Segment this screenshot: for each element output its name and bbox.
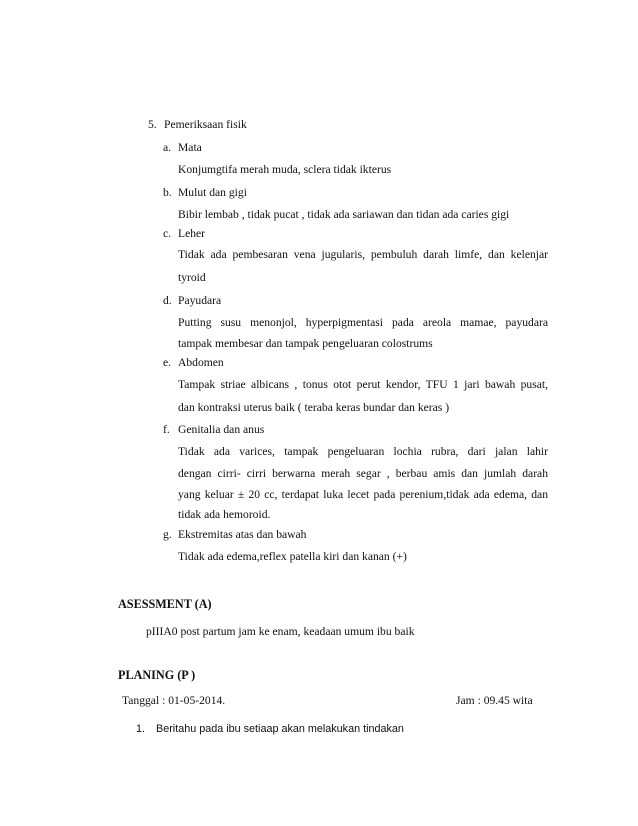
planning-date: Tanggal : 01-05-2014. [122, 694, 226, 707]
item-text-genitalia-4: tidak ada hemoroid. [178, 508, 271, 521]
item-title-abdomen: Abdomen [178, 356, 224, 369]
item-letter-b: b. [163, 186, 172, 199]
item-text-leher-2: tyroid [178, 271, 206, 284]
item-text-abdomen-2: dan kontraksi uterus baik ( teraba keras bundar dan keras ) [178, 401, 450, 414]
section-number: 5. [148, 118, 157, 131]
item-text-genitalia-3: yang keluar ± 20 cc, terdapat luka lecet pada perenium,tidak ada edema, dan [178, 488, 548, 501]
item-text-abdomen-1: Tampak striae albicans , tonus otot perut kendor, TFU 1 jari bawah pusat, [178, 378, 548, 391]
assessment-heading: ASESSMENT (A) [118, 597, 212, 611]
item-letter-d: d. [163, 294, 172, 307]
item-title-ekstremitas: Ekstremitas atas dan bawah [178, 528, 307, 541]
item-text-mulut: Bibir lembab , tidak pucat , tidak ada sariawan dan tidan ada caries gigi [178, 208, 510, 221]
item-text-leher-1: Tidak ada pembesaran vena jugularis, pembuluh darah limfe, dan kelenjar [178, 248, 548, 261]
item-title-leher: Leher [178, 227, 206, 240]
item-letter-c: c. [163, 227, 172, 240]
item-title-payudara: Payudara [178, 294, 222, 307]
item-letter-f: f. [163, 423, 170, 436]
planning-time: Jam : 09.45 wita [456, 694, 533, 707]
item-text-ekstremitas: Tidak ada edema,reflex patella kiri dan kanan (+) [178, 550, 407, 563]
item-text-genitalia-2: dengan cirri- cirri berwarna merah segar , berbau amis dan jumlah darah [178, 467, 548, 480]
planning-heading: PLANING (P ) [118, 668, 196, 682]
item-text-genitalia-1: Tidak ada varices, tampak pengeluaran lochia rubra, dari jalan lahir [178, 445, 548, 458]
item-title-mata: Mata [178, 141, 202, 154]
item-text-mata: Konjumgtifa merah muda, sclera tidak ikterus [178, 163, 392, 176]
item-title-mulut: Mulut dan gigi [178, 186, 247, 199]
planning-item-number: 1. [136, 723, 146, 735]
item-letter-g: g. [163, 528, 172, 541]
section-title: Pemeriksaan fisik [164, 118, 247, 131]
item-title-genitalia: Genitalia dan anus [178, 423, 265, 436]
item-text-payudara-1: Putting susu menonjol, hyperpigmentasi pada areola mamae, payudara [178, 316, 548, 329]
item-letter-a: a. [163, 141, 172, 154]
item-letter-e: e. [163, 356, 172, 369]
planning-item-text: Beritahu pada ibu setiaap akan melakukan tindakan [156, 723, 404, 735]
assessment-text: pIIIA0 post partum jam ke enam, keadaan umum ibu baik [146, 625, 415, 638]
item-text-payudara-2: tampak membesar dan tampak pengeluaran colostrums [178, 337, 433, 350]
